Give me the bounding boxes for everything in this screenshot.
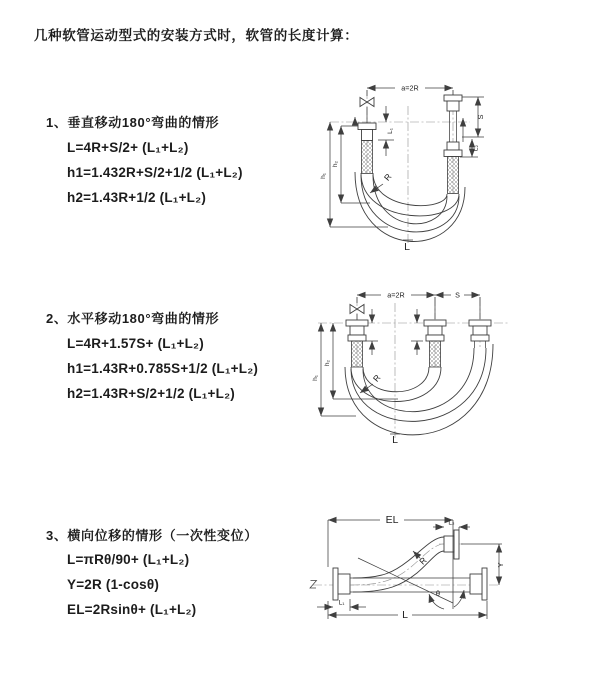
diagram-vertical-180-bend [310,76,598,256]
dimension-lines [320,83,485,254]
section-2-heading: 2、水平移动180°弯曲的情形 [46,311,220,326]
section-1-formula-h2: h2=1.43R+1/2 (L₁+L₂) [67,190,207,205]
valve-icon [367,98,374,107]
section-3-formula-L: L=πRθ/90+ (L₁+L₂) [67,552,190,567]
flange [482,568,487,600]
section-2-formula-L: L=4R+1.57S+ (L₁+L₂) [67,336,204,351]
dim-label-radius: R [381,171,394,183]
section-2-formula-h1: h1=1.43R+0.785S+1/2 (L₁+L₂) [67,361,259,376]
valve-icon [360,98,367,107]
braided-hose-section [430,341,441,367]
dim-label-length: L [392,434,398,446]
valve-icon [357,305,364,314]
hose-and-pipes [333,530,487,600]
section-2-formula-h2: h2=1.43R+S/2+1/2 (L₁+L₂) [67,386,235,401]
dim-label-l2: L₂ [448,519,455,527]
dim-label-length: L [404,241,410,253]
dim-label-radius: R [417,555,429,567]
axis-break-icon [310,581,317,589]
diagram-lateral-displacement [303,503,597,653]
section-1-formula-h1: h1=1.432R+S/2+1/2 (L₁+L₂) [67,165,243,180]
dim-label-l2: L₂ [472,144,480,152]
dim-label-s: S [455,290,460,300]
section-3-formula-Y: Y=2R (1-cosθ) [67,577,160,592]
dim-label-h2: h₂ [324,359,331,367]
braided-hose-section [448,157,459,194]
dim-label-s: S [476,114,485,120]
dim-label-l1: L₁ [387,128,394,134]
section-1-formula-L: L=4R+S/2+ (L₁+L₂) [67,140,189,155]
braided-hose-section [352,341,363,367]
flange [454,530,459,559]
diagram-horizontal-180-bend [310,283,598,451]
dim-label-a2r: a=2R [401,83,419,93]
page-title: 几种软管运动型式的安装方式时，软管的长度计算： [34,28,359,43]
dim-label-h2: h₂ [332,160,339,168]
dim-label-l1: L₁ [338,599,345,607]
dim-label-h1: h₁ [312,375,319,381]
section-3-heading: 3、横向位移的情形（一次性变位） [46,528,258,543]
valve-icon [350,305,357,314]
dim-label-h1: h₁ [320,173,327,179]
hose-bends [345,344,493,435]
flange [333,568,338,600]
dim-label-y: Y [496,562,505,568]
dim-label-el: EL [385,514,399,526]
pipe-fittings [346,305,491,368]
section-3-formula-EL: EL=2Rsinθ+ (L₁+L₂) [67,602,197,617]
section-1-heading: 1、垂直移动180°弯曲的情形 [46,115,220,130]
dim-label-a2r: a=2R [387,290,405,300]
braided-hose-section [362,141,373,174]
dim-label-theta: θ [435,589,441,598]
dim-label-length: L [402,609,408,621]
dimension-lines [317,514,505,622]
dim-label-radius: R [370,372,383,384]
centerlines [318,297,510,438]
